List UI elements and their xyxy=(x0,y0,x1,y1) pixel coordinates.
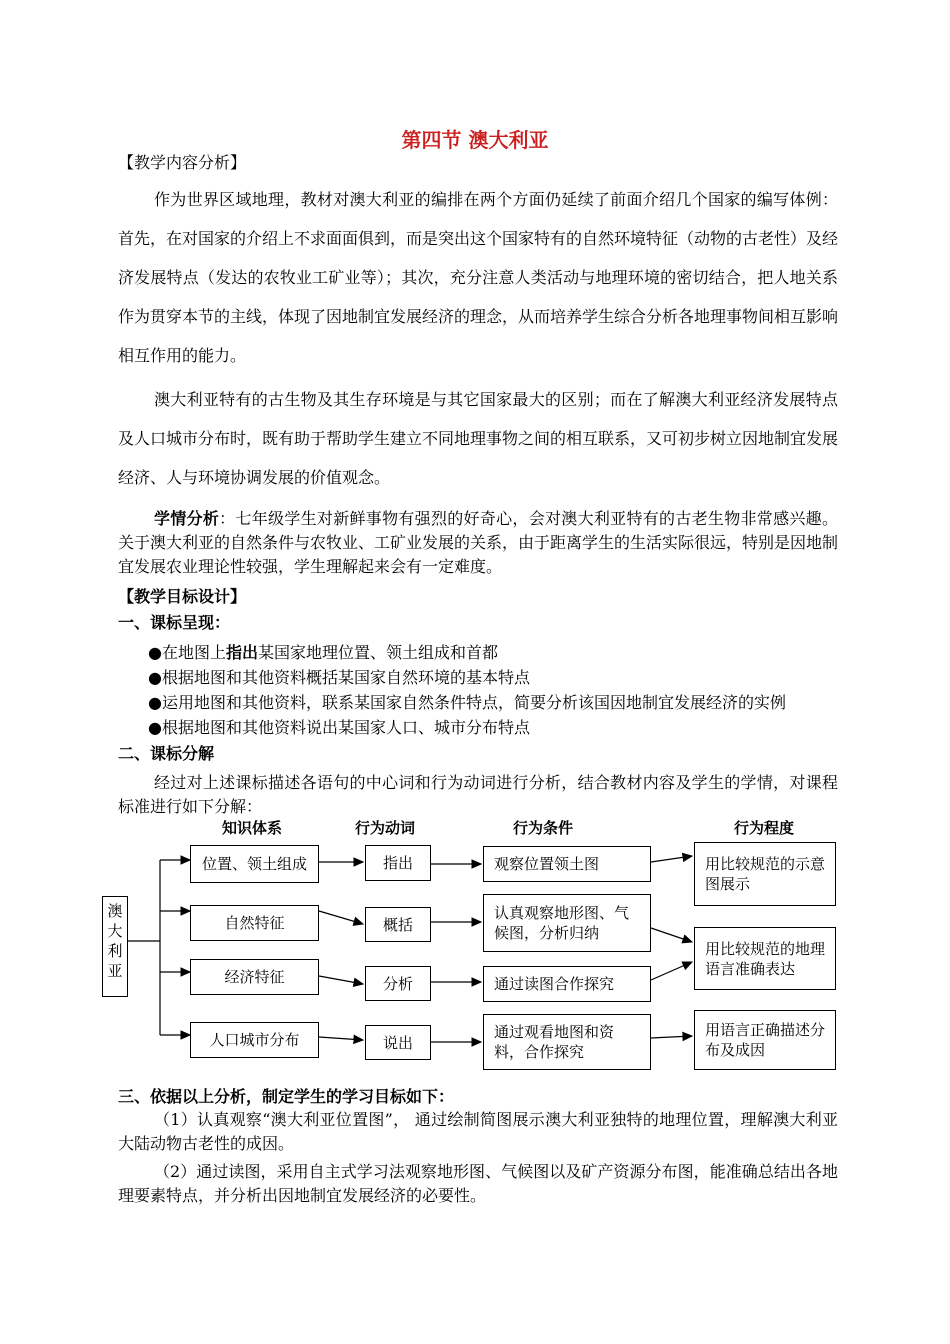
subheading-decomposition: 二、课标分解 xyxy=(118,744,215,763)
section-heading-content-analysis: 【教学内容分析】 xyxy=(118,153,247,172)
verb-node: 指出 xyxy=(365,845,431,881)
col-head-degree: 行为程度 xyxy=(734,819,795,837)
bullet-item: ●根据地图和其他资料概括某国家自然环境的基本特点 xyxy=(148,668,530,687)
condition-node: 通过读图合作探究 xyxy=(483,966,651,1002)
paragraph-3: 经过对上述课标描述各语句的中心词和行为动词进行分析，结合教材内容及学生的学情，对课程标准进行如下分解： xyxy=(118,773,838,816)
condition-node: 认真观察地形图、气候图，分析归纳 xyxy=(483,894,651,952)
page-title: 第四节 澳大利亚 xyxy=(401,128,549,152)
student-analysis-label: 学情分析 xyxy=(154,509,220,528)
knowledge-node: 自然特征 xyxy=(190,905,319,941)
goal-2: （2）通过读图，采用自主式学习法观察地形图、气候图以及矿产资源分布图，能准确总结出各地理要素特点，并分析出因地制宜发展经济的必要性。 xyxy=(118,1162,838,1205)
degree-node: 用语言正确描述分布及成因 xyxy=(694,1010,836,1070)
verb-node: 分析 xyxy=(365,966,431,1001)
verb-node: 概括 xyxy=(365,907,431,942)
col-head-verb: 行为动词 xyxy=(355,819,416,837)
verb-node: 说出 xyxy=(365,1025,431,1060)
knowledge-node: 位置、领土组成 xyxy=(190,845,319,883)
student-analysis-text: ：七年级学生对新鲜事物有强烈的好奇心，会对澳大利亚特有的古老生物非常感兴趣。关于澳大利亚的自然条件与农牧业、工矿业发展的关系，由于距离学生的生活实际很远，特别是因地制宜发展农业理论性较强，学生理解起来会有一定难度。 xyxy=(118,509,839,576)
col-head-knowledge: 知识体系 xyxy=(222,819,283,837)
col-head-condition: 行为条件 xyxy=(513,819,574,837)
goal-1: （1）认真观察“澳大利亚位置图”， 通过绘制简图展示澳大利亚独特的地理位置，理解澳大利亚大陆动物古老性的成因。 xyxy=(118,1110,838,1153)
subheading-standards: 一、课标呈现： xyxy=(118,613,231,632)
condition-node: 通过观看地图和资料，合作探究 xyxy=(483,1014,651,1070)
degree-node: 用比较规范的地理语言准确表达 xyxy=(694,927,836,990)
knowledge-node: 人口城市分布 xyxy=(190,1022,319,1058)
subheading-learning-goals: 三、依据以上分析，制定学生的学习目标如下： xyxy=(118,1087,455,1106)
section-heading-objectives: 【教学目标设计】 xyxy=(118,587,247,606)
bullet-item: ●运用地图和其他资料，联系某国家自然条件特点，简要分析该国因地制宜发展经济的实例 xyxy=(148,693,786,712)
paragraph-2: 澳大利亚特有的古生物及其生存环境是与其它国家最大的区别；而在了解澳大利亚经济发展特点及人口城市分布时，既有助于帮助学生建立不同地理事物之间的相互联系，又可初步树立因地制宜发展经济、人与环境协调发展的价值观念。 xyxy=(118,390,839,487)
paragraph-1: 作为世界区域地理，教材对澳大利亚的编排在两个方面仍延续了前面介绍几个国家的编写体例：首先，在对国家的介绍上不求面面俱到，而是突出这个国家特有的自然环境特征（动物的古老性）及经济发展特点（发达的农牧业工矿业等）；其次，充分注意人类活动与地理环境的密切结合，把人地关系作为贯穿本节的主线，体现了因地制宜发展经济的理念，从而培养学生综合分析各地理事物间相互影响相互作用的能力。 xyxy=(118,190,839,365)
condition-node: 观察位置领土图 xyxy=(483,846,651,882)
root-node-australia: 澳大利亚 xyxy=(102,896,128,997)
bullet-item: ●根据地图和其他资料说出某国家人口、城市分布特点 xyxy=(148,718,530,737)
degree-node: 用比较规范的示意图展示 xyxy=(694,842,836,906)
knowledge-node: 经济特征 xyxy=(190,959,319,995)
bullet-item: ●在地图上指出某国家地理位置、领土组成和首都 xyxy=(148,643,498,662)
